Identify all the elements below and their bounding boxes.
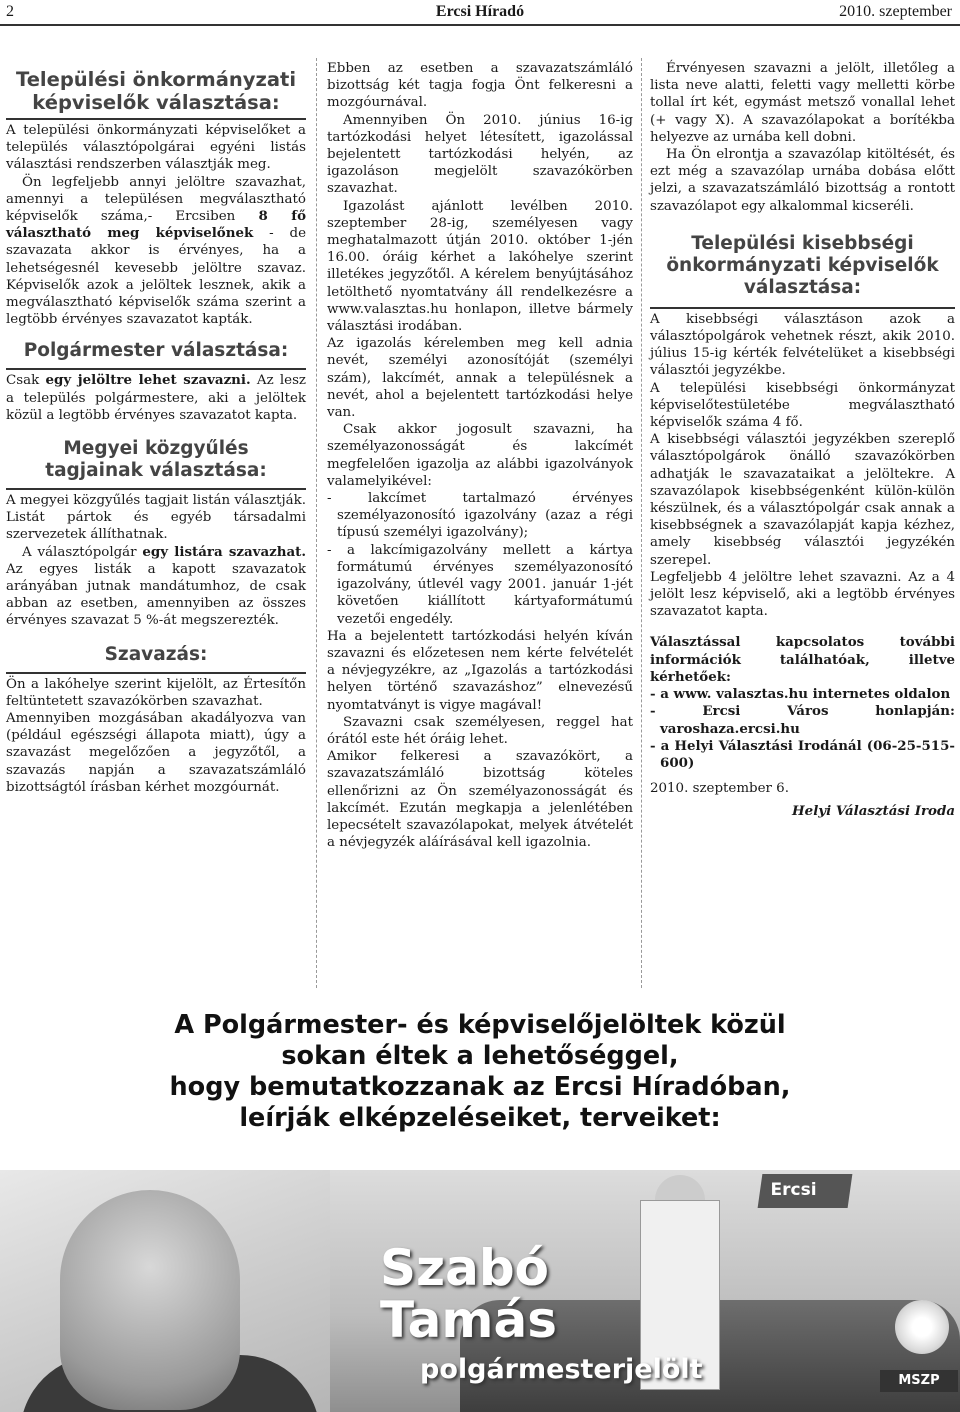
party-badge: MSZP: [880, 1370, 958, 1392]
document-date: 2010. szeptember 6.: [650, 781, 789, 797]
paragraph: A választópolgár egy listára szavazhat. Az egyes listák a kapott szavazatok arányában jutnak mandátumhoz, de csak abban az esetben, amennyiben az összes érvényes szavazat 5 %-át megszerezték.: [6, 543, 306, 629]
location-tag: Ercsi: [758, 1174, 853, 1208]
column-1: [6, 60, 306, 796]
candidate-photo: [0, 1170, 330, 1412]
issue-date: 2010. szeptember: [839, 3, 952, 20]
party-logo-icon: [895, 1300, 949, 1354]
column-divider: [641, 58, 642, 988]
info-item: - Ercsi Város honlapján: varoshaza.ercsi.hu: [650, 703, 955, 737]
paragraph: Amennyiben Ön 2010. június 16-ig tartózkodási helyet létesített, igazolással bejelentett tartózkodási helyén, az igazoláson megjelölt szavazókörben szavazhat.: [327, 112, 633, 197]
section-heading: Települési önkormányzati képviselők választása:: [16, 68, 296, 114]
candidate-name: Szabó Tamás: [380, 1239, 558, 1349]
candidate-role: polgármesterjelölt: [420, 1354, 703, 1385]
paragraph: Igazolást ajánlott levélben 2010. szeptember 28-ig, személyesen vagy meghatalmazott útján 2010. október 1-jén 16.00. óráig kérhet a lakóhelye szerint illetékes jegyzőtől. A kérelem benyújtásához letölthető nyomtatvány áll rendelkezésre a www.valasztas.hu honlapon, illetve bármely választási irodában.: [327, 198, 633, 335]
column-3: [650, 60, 955, 821]
list-item: - lakcímet tartalmazó érvényes személyazonosító igazolvány (azaz a régi típusú személyi igazolvány);: [327, 491, 633, 541]
paragraph: Érvényesen szavazni a jelölt, illetőleg a lista neve alatti, feletti vagy melletti körbe tollal írt két, egymást metsző vonallal lehet (+ vagy X). A szavazólapokat a borítékba helyezve az urnába kell dobni.: [650, 61, 955, 145]
page-number: 2: [6, 3, 14, 20]
paragraph: Amennyiben mozgásában akadályozva van (például egészségi állapota miatt), úgy a szavazást megelőzően a jegyzőtől, a szavazás napján a szavazatszámláló bizottságtól írásban kérhet mozgóurnát.: [6, 711, 306, 795]
info-heading: Választással kapcsolatos további információk találhatóak, illetve kérhetőek:: [650, 634, 955, 685]
banner-headline: A Polgármester- és képviselőjelöltek közül sokan éltek a lehetőséggel, hogy bemutatkozzanak az Ercsi Híradóban, leírják elképzeléseiket, terveiket:: [169, 1010, 791, 1133]
info-item: - a Helyi Választási Irodánál (06-25-515-600): [650, 737, 955, 771]
paragraph: A megyei közgyűlés tagjait listán választják. Listát pártok és egyéb társadalmi szervezetek állíthatnak.: [6, 493, 306, 543]
info-item: - a www. valasztas.hu internetes oldalon: [650, 686, 951, 703]
paragraph: Szavazni csak személyesen, reggel hat órától este hét óráig lehet.: [327, 714, 633, 747]
paragraph: Ha Ön elrontja a szavazólap kitöltését, és ezt még a szavazólap urnába dobása előtt jelzi, a szavazatszámláló bizottság a rontott szavazólapot egy alkalommal kicseréli.: [650, 147, 955, 214]
publication-title: Ercsi Híradó: [435, 3, 525, 20]
section-heading: Települési kisebbségi önkormányzati képviselők választása:: [666, 232, 939, 298]
paragraph: Az igazolás kérelemben meg kell adnia nevét, személyi azonosítóját (személyi szám), lakcímét, annak a településnek a nevét, ahol a bejelentett tartózkodási helye van.: [327, 336, 633, 421]
paragraph: Csak egy jelöltre lehet szavazni. Az lesz a település polgármestere, aki a jelöltek közül a legtöbb érvényes szavazatot kapta.: [6, 372, 306, 423]
paragraph: Ebben az esetben a szavazatszámláló bizottság két tagja fogja Önt felkeresni a mozgóurnával.: [327, 61, 633, 111]
paragraph: Ön legfeljebb annyi jelöltre szavazhat, amennyi a településen megválasztható képviselők száma,- Ercsiben 8 fő választható meg képviselőnek - de szavazata akkor is érvényes, ha a lehetségesnél kevesebb jelöltre szavaz. Képviselők azok a jelöltek lesznek, akik a megválasztható képviselők száma szerint a legtöbb érvényes szavazatot kapták.: [6, 174, 307, 328]
column-divider: [316, 58, 317, 988]
signature: Helyi Választási Iroda: [792, 803, 955, 820]
list-item: - a lakcímigazolvány mellett a kártya formátumú érvényes személyazonosító igazolvány, útlevél vagy 2001. január 1-jét követően kiállított kártyaformátumú vezetői engedély.: [327, 542, 633, 627]
paragraph: A települési kisebbségi önkormányzat képviselőtestületébe megválasztható képviselők száma 4 fő.: [650, 380, 955, 431]
paragraph: A kisebbségi választáson azok a választópolgárok vehetnek részt, akik 2010. július 15-ig kérték felvételüket a kisebbségi választói jegyzékbe.: [650, 311, 955, 379]
section-heading: Megyei közgyűlés tagjainak választása:: [45, 438, 267, 482]
paragraph: Ön a lakóhelye szerint kijelölt, az Értesítőn feltüntetett szavazókörben szavazhat.: [6, 676, 306, 709]
paragraph: Amikor felkeresi a szavazókört, a szavazatszámláló bizottság köteles ellenőrizni az Ön személyazonosságát és lakcímét. Ezután megkapja a jelenlétében lepecsételt szavazólapokat, melyek átvételét a névjegyzék aláírásával kell igazolnia.: [327, 749, 633, 851]
section-heading: Szavazás:: [104, 643, 208, 665]
paragraph: Legfeljebb 4 jelöltre lehet szavazni. Az a 4 jelölt lesz képviselő, aki a legtöbb érvényes szavazatot kapta.: [650, 569, 955, 620]
page-header: [0, 0, 960, 26]
paragraph: A települési önkormányzati képviselőket a település választópolgárai egyéni listás választási rendszerben választják meg.: [6, 123, 306, 173]
paragraph: A kisebbségi választói jegyzékben szereplő választópolgárok önálló szavazókörben adhatják le szavazataikat a jelöltekre. A szavazólapok kisebbségenként külön-külön készülnek, és a választópolgár csak annak a kisebbségnek a szavazólapját kapja kézhez, amely kisebbség választói jegyzékén szerepel.: [650, 432, 955, 568]
column-2: [327, 60, 633, 851]
section-heading: Polgármester választása:: [23, 340, 289, 362]
paragraph: Ha a bejelentett tartózkodási helyén kíván szavazni és előzetesen nem kérte felvételét a névjegyzékre, az „Igazolás a tartózkodási helyen történő szavazáshoz” elnevezésű nyomtatványt is vigye magával!: [327, 628, 633, 713]
campaign-ad: [0, 1170, 960, 1412]
paragraph: Csak akkor jogosult szavazni, ha személyazonosságát és lakcímét megfelelően igazolja az alábbi igazolványok valamelyikével:: [327, 422, 633, 489]
